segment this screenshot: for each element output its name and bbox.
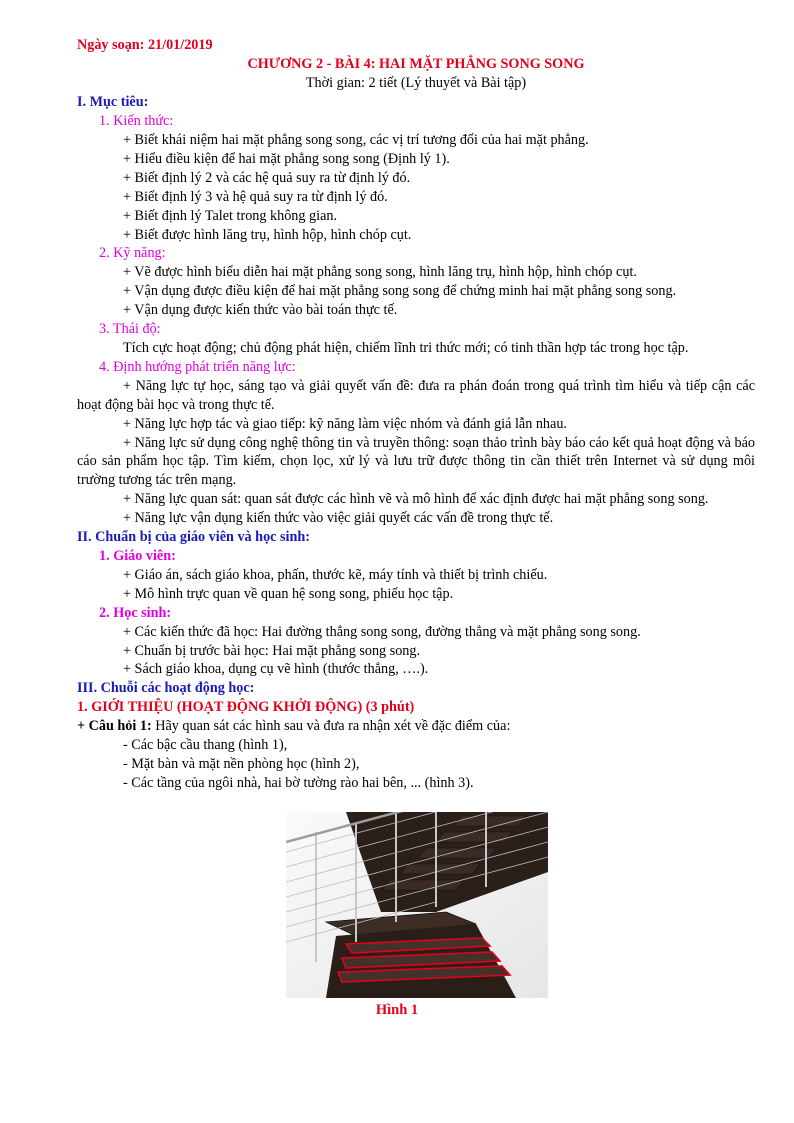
kynang-label: 2. Kỹ năng: (99, 245, 166, 262)
question-item: - Các bậc cầu thang (hình 1), (123, 737, 288, 754)
section-1-heading: I. Mục tiêu: (77, 94, 149, 111)
giaovien-label: 1. Giáo viên: (99, 547, 176, 564)
hocsinh-item: + Chuẩn bị trước bài học: Hai mặt phẳng song song. (123, 642, 421, 659)
nangluc-item: + Năng lực hợp tác và giao tiếp: kỹ năng làm việc nhóm và đánh giá lẫn nhau. (123, 415, 567, 432)
hocsinh-label: 2. Học sinh: (99, 604, 172, 621)
kynang-item: + Vận dụng được kiến thức vào bài toán thực tế. (123, 302, 398, 319)
thaido-text: Tích cực hoạt động; chủ động phát hiện, chiếm lĩnh tri thức mới; có tinh thần hợp tác trong học tập. (123, 340, 689, 356)
lesson-title: CHƯƠNG 2 - BÀI 4: HAI MẶT PHẲNG SONG SONG (247, 56, 585, 73)
thaido-label: 3. Thái độ: (99, 321, 161, 338)
question-label: + Câu hỏi 1: (77, 718, 152, 735)
question-item: - Mặt bàn và mặt nền phòng học (hình 2), (123, 755, 360, 772)
kienthuc-item: + Biết định lý 3 và hệ quả suy ra từ định lý đó. (123, 188, 388, 205)
kienthuc-item: + Hiểu điều kiện để hai mặt phẳng song song (Định lý 1). (123, 150, 450, 167)
nangluc-label: 4. Định hướng phát triển năng lực: (99, 358, 296, 375)
hocsinh-item: + Sách giáo khoa, dụng cụ vẽ hình (thước thẳng, ….). (123, 661, 429, 678)
giaovien-item: + Giáo án, sách giáo khoa, phấn, thước kẽ, máy tính và thiết bị trình chiếu. (123, 566, 548, 583)
lesson-time: Thời gian: 2 tiết (Lý thuyết và Bài tập) (305, 75, 527, 92)
nangluc-item: + Năng lực vận dụng kiến thức vào việc giải quyết các vấn đề trong thực tế. (123, 510, 554, 527)
staircase-image (286, 812, 548, 998)
kienthuc-item: + Biết khái niệm hai mặt phẳng song song, các vị trí tương đối của hai mặt phẳng. (123, 132, 589, 149)
staircase-illustration (286, 812, 548, 998)
question-line (77, 717, 755, 736)
question-item: - Các tầng của ngôi nhà, hai bờ tường rào hai bên, ... (hình 3). (123, 774, 474, 791)
hocsinh-item: + Các kiến thức đã học: Hai đường thẳng song song, đường thẳng và mặt phẳng song song. (123, 623, 641, 640)
kynang-item: + Vận dụng được điều kiện để hai mặt phẳng song song để chứng minh hai mặt phẳng song song. (123, 283, 677, 300)
kienthuc-label: 1. Kiến thức: (99, 113, 174, 130)
kienthuc-item: + Biết được hình lăng trụ, hình hộp, hình chóp cụt. (123, 226, 412, 243)
section-2-heading: II. Chuẩn bị của giáo viên và học sinh: (77, 529, 310, 546)
kynang-item: + Vẽ được hình biểu diễn hai mặt phẳng song song, hình lăng trụ, hình hộp, hình chóp cụt. (123, 264, 637, 281)
section-3-heading: III. Chuỗi các hoạt động học: (77, 680, 255, 697)
activity-heading: 1. GIỚI THIỆU (HOẠT ĐỘNG KHỞI ĐỘNG) (3 phút) (77, 699, 415, 716)
nangluc-item: + Năng lực quan sát: quan sát được các hình vẽ và mô hình để xác định được hai mặt phẳng song song. (123, 491, 709, 508)
nangluc-item: + Năng lực tự học, sáng tạo và giải quyết vấn đề: đưa ra phán đoán trong quá trình tìm hiểu và tiếp cận các hoạt động bài học và trong thực tế. (77, 377, 755, 413)
giaovien-item: + Mô hình trực quan về quan hệ song song, phiếu học tập. (123, 585, 454, 602)
nangluc-item: + Năng lực sử dụng công nghệ thông tin và truyền thông: soạn thảo trình bày báo cáo kết quả hoạt động và báo cáo sản phẩm học tập. Tìm kiếm, chọn lọc, xử lý và lưu trữ được thông tin cần thiết trên Internet và sử dụng môi trường tương tác trên mạng. (77, 434, 755, 489)
document-page (77, 36, 755, 793)
question-text: Hãy quan sát các hình sau và đưa ra nhận xét về đặc điểm của: (151, 718, 511, 735)
kienthuc-item: + Biết định lý Talet trong không gian. (123, 207, 338, 224)
figure-caption: Hình 1 (375, 1002, 419, 1018)
date-line: Ngày soạn: 21/01/2019 (77, 37, 213, 53)
kienthuc-item: + Biết định lý 2 và các hệ quả suy ra từ định lý đó. (123, 169, 411, 186)
